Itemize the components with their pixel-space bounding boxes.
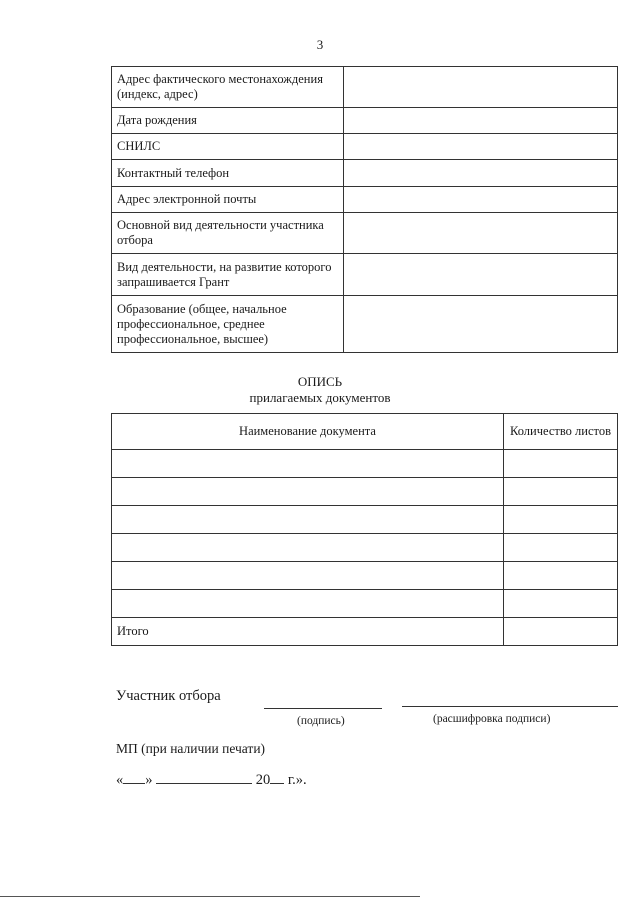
sheet-count-cell[interactable] xyxy=(504,534,618,562)
sheet-count-cell[interactable] xyxy=(504,506,618,534)
total-sheet-count-cell[interactable] xyxy=(504,618,618,646)
year-blank[interactable] xyxy=(270,771,284,784)
table-row xyxy=(112,506,618,534)
column-header-document-name: Наименование документа xyxy=(112,414,504,450)
info-value-cell[interactable] xyxy=(344,67,618,108)
inventory-subtitle: прилагаемых документов xyxy=(249,390,391,405)
day-blank[interactable] xyxy=(123,771,145,784)
info-value-cell[interactable] xyxy=(344,160,618,187)
document-name-cell[interactable] xyxy=(112,478,504,506)
month-blank[interactable] xyxy=(156,771,252,784)
date-suffix: г.». xyxy=(287,772,307,788)
info-row-birth-date xyxy=(112,108,618,134)
table-row xyxy=(112,562,618,590)
sheet-count-cell[interactable] xyxy=(504,590,618,618)
info-row-address xyxy=(112,67,618,108)
document-name-cell[interactable] xyxy=(112,506,504,534)
info-label: СНИЛС xyxy=(112,134,344,160)
info-label: Дата рождения xyxy=(112,108,344,134)
inventory-title: ОПИСЬ xyxy=(297,374,343,389)
document-name-cell[interactable] xyxy=(112,590,504,618)
bottom-rule xyxy=(0,896,420,897)
info-row-email xyxy=(112,187,618,213)
column-header-sheet-count: Количество листов xyxy=(504,414,618,450)
inventory-heading xyxy=(0,374,640,406)
info-row-snils xyxy=(112,134,618,160)
signature-decoding-caption: (расшифровка подписи) xyxy=(433,713,551,725)
applicant-info-table xyxy=(111,66,618,353)
info-row-education xyxy=(112,296,618,353)
signature-line[interactable] xyxy=(264,708,382,709)
date-close-quote: » xyxy=(145,772,153,788)
info-label: Адрес электронной почты xyxy=(112,187,344,213)
info-label: Образование (общее, начальное профессиональное, среднее профессиональное, высшее) xyxy=(112,296,344,353)
info-label: Адрес фактического местонахождения (индекс, адрес) xyxy=(112,67,344,108)
info-label: Вид деятельности, на развитие которого запрашивается Грант xyxy=(112,254,344,296)
info-value-cell[interactable] xyxy=(344,254,618,296)
total-label: Итого xyxy=(112,618,504,646)
document-name-cell[interactable] xyxy=(112,450,504,478)
document-name-cell[interactable] xyxy=(112,562,504,590)
table-row xyxy=(112,478,618,506)
date-line xyxy=(116,771,307,789)
sheet-count-cell[interactable] xyxy=(504,478,618,506)
page-number: 3 xyxy=(316,37,324,52)
info-value-cell[interactable] xyxy=(344,213,618,254)
seal-note: МП (при наличии печати) xyxy=(116,741,266,756)
info-value-cell[interactable] xyxy=(344,134,618,160)
info-row-grant-activity xyxy=(112,254,618,296)
signature-decoding-line[interactable] xyxy=(402,706,618,707)
info-value-cell[interactable] xyxy=(344,108,618,134)
signature-caption: (подпись) xyxy=(297,715,345,727)
table-row xyxy=(112,534,618,562)
participant-label: Участник отбора xyxy=(116,688,221,704)
documents-inventory-table xyxy=(111,413,618,646)
table-header-row xyxy=(112,414,618,450)
table-row xyxy=(112,590,618,618)
info-row-phone xyxy=(112,160,618,187)
document-name-cell[interactable] xyxy=(112,534,504,562)
date-year: 20 xyxy=(255,772,271,788)
info-value-cell[interactable] xyxy=(344,187,618,213)
sheet-count-cell[interactable] xyxy=(504,562,618,590)
table-row xyxy=(112,450,618,478)
info-label: Контактный телефон xyxy=(112,160,344,187)
info-label: Основной вид деятельности участника отбора xyxy=(112,213,344,254)
total-row xyxy=(112,618,618,646)
sheet-count-cell[interactable] xyxy=(504,450,618,478)
info-row-main-activity xyxy=(112,213,618,254)
date-open-quote: « xyxy=(116,772,124,788)
info-value-cell[interactable] xyxy=(344,296,618,353)
